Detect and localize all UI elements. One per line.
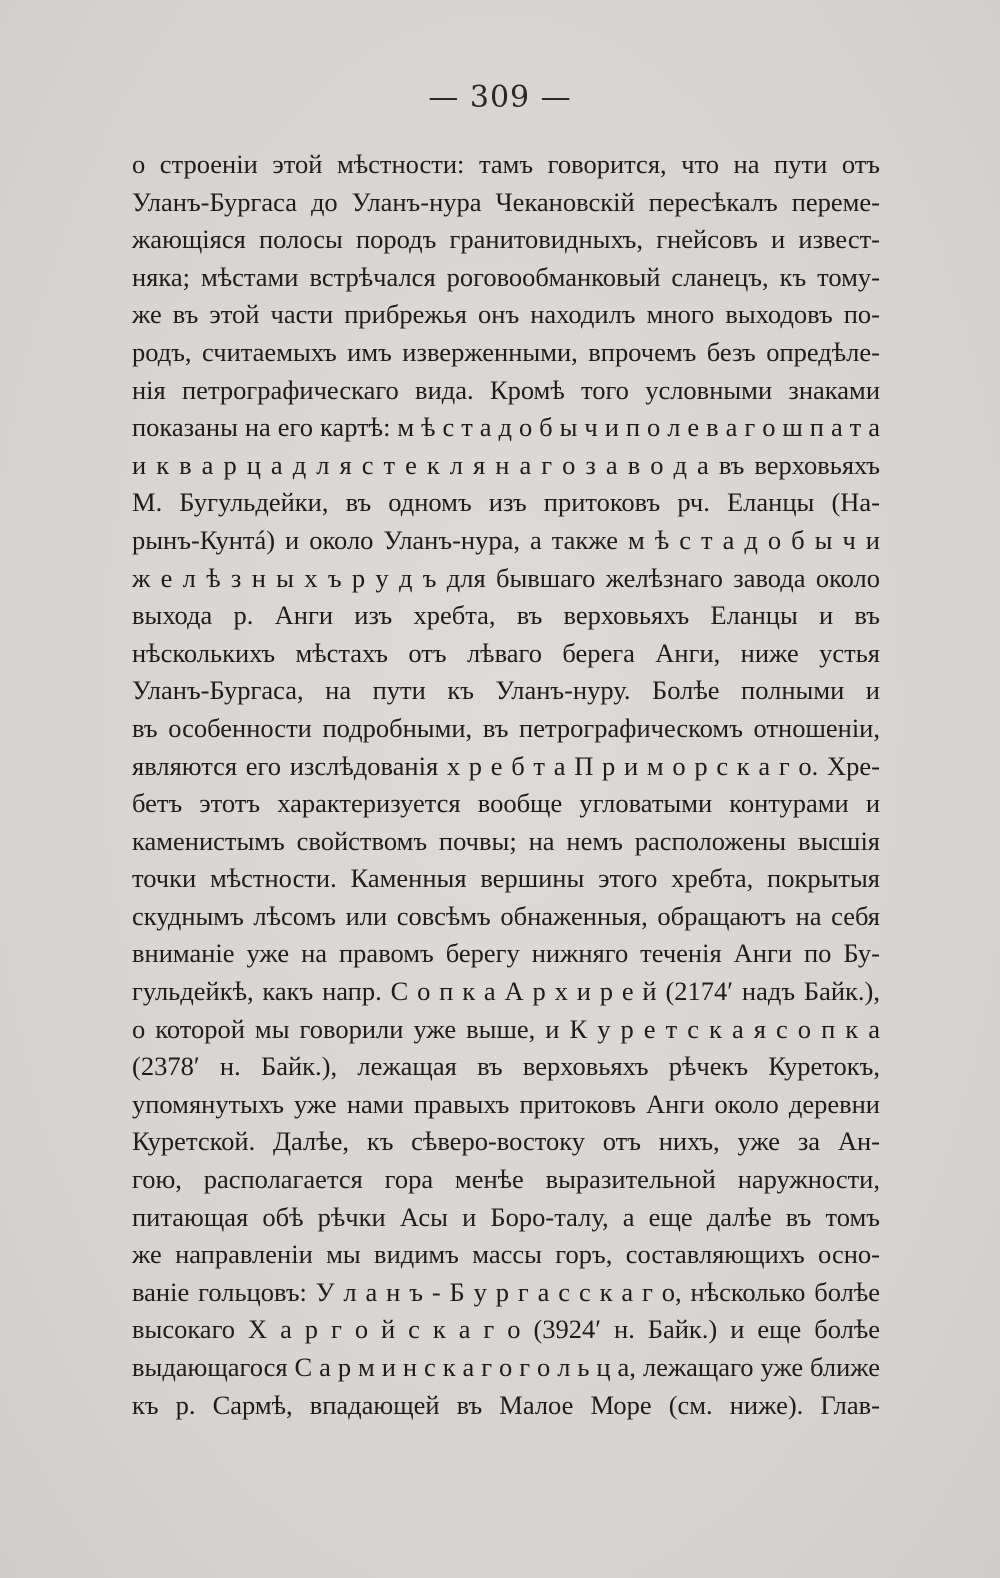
page-number: — 309 — xyxy=(428,80,572,115)
text-line: родъ, считаемыхъ имъ изверженными, впрочемъ безъ опредѣле- xyxy=(132,336,880,367)
text-line: высокаго Х а р г о й с к а г о (3924′ н. Байк.) и еще болѣе xyxy=(132,1314,880,1345)
text-line: выдающагося С а р м и н с к а г о г о л ь ц а, лежащаго уже ближе xyxy=(132,1352,880,1382)
text-line: питающая обѣ рѣчки Асы и Боро-талу, а еще далѣе въ томъ xyxy=(132,1201,880,1232)
text-line: же въ этой части прибрежья онъ находилъ много выходовъ по- xyxy=(132,299,880,330)
text-line: нія петрографическаго вида. Кромѣ того условными знаками xyxy=(132,374,880,405)
text-line: упомянутыхъ уже нами правыхъ притоковъ Анги около деревни xyxy=(132,1088,880,1119)
text-line: вниманіе уже на правомъ берегу нижняго теченія Анги по Бу- xyxy=(132,938,880,969)
text-line: выхода р. Анги изъ хребта, въ верховьяхъ Еланцы и въ xyxy=(132,600,880,631)
text-line: являются его изслѣдованія х р е б т а П р и м о р с к а г о. Хре- xyxy=(132,750,880,781)
text-line: скуднымъ лѣсомъ или совсѣмъ обнаженныя, обращаютъ на себя xyxy=(132,900,880,931)
text-line: Уланъ-Бургаса, на пути къ Уланъ-нуру. Болѣе полными и xyxy=(132,675,880,706)
text-line: бетъ этотъ характеризуется вообще угловатыми контурами и xyxy=(132,788,880,819)
text-line: каменистымъ свойствомъ почвы; на немъ расположены высшія xyxy=(132,825,880,856)
body-text xyxy=(132,146,880,1424)
text-line: гульдейкѣ, какъ напр. С о п к а А р х и р е й (2174′ надъ Байк.), xyxy=(132,976,880,1007)
text-line: о строеніи этой мѣстности: тамъ говорится, что на пути отъ xyxy=(132,149,880,179)
text-line: няка; мѣстами встрѣчался роговообманковый сланецъ, къ тому- xyxy=(132,261,880,292)
text-line: къ р. Сармѣ, впадающей въ Малое Море (см. ниже). Глав- xyxy=(132,1389,880,1420)
text-line: точки мѣстности. Каменныя вершины этого хребта, покрытыя xyxy=(132,863,880,894)
text-line: о которой мы говорили уже выше, и К у р е т с к а я с о п к а xyxy=(132,1013,880,1044)
text-line: (2378′ н. Байк.), лежащая въ верховьяхъ рѣчекъ Куретокъ, xyxy=(132,1051,880,1082)
text-line: рынъ-Кунтá) и около Уланъ-нура, а также м ѣ с т а д о б ы ч и xyxy=(132,524,880,555)
text-line: ж е л ѣ з н ы х ъ р у д ъ для бывшаго желѣзнаго завода около xyxy=(132,562,880,593)
text-line: Уланъ-Бургаса до Уланъ-нура Чекановскій пересѣкалъ переме- xyxy=(132,186,880,217)
text-line: гою, располагается гора менѣе выразительной наружности, xyxy=(132,1164,880,1195)
text-line: же направленіи мы видимъ массы горъ, составляющихъ осно- xyxy=(132,1239,880,1270)
text-line: показаны на его картѣ: м ѣ с т а д о б ы ч и п о л е в а г о ш п а т а xyxy=(132,412,880,443)
text-line: нѣсколькихъ мѣстахъ отъ лѣваго берега Анги, ниже устья xyxy=(132,637,880,668)
text-line: М. Бугульдейки, въ одномъ изъ притоковъ рч. Еланцы (На- xyxy=(132,487,880,518)
text-line: Куретской. Далѣе, къ сѣверо-востоку отъ нихъ, уже за Ан- xyxy=(132,1126,880,1157)
text-line: въ особенности подробными, въ петрографическомъ отношеніи, xyxy=(132,712,880,743)
text-line: и к в а р ц а д л я с т е к л я н а г о з а в о д а въ верховьяхъ xyxy=(132,449,880,480)
text-line: ваніе гольцовъ: У л а н ъ - Б у р г а с с к а г о, нѣсколько болѣе xyxy=(132,1276,880,1307)
text-line: жающіяся полосы породъ гранитовидныхъ, гнейсовъ и извест- xyxy=(132,224,880,255)
